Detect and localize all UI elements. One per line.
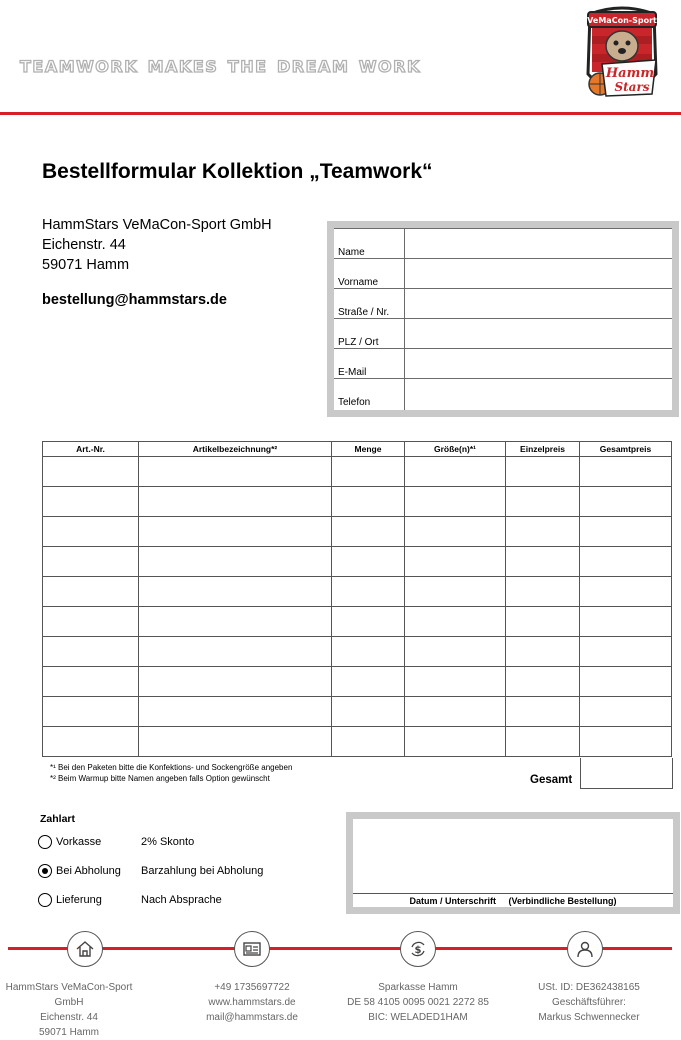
order-cell[interactable] [405, 727, 506, 757]
customer-field-row[interactable] [334, 228, 672, 259]
svg-text:$: $ [414, 945, 422, 956]
order-cell[interactable] [580, 547, 672, 577]
order-cell[interactable] [43, 517, 139, 547]
order-row [43, 637, 672, 667]
order-cell[interactable] [580, 667, 672, 697]
order-cell[interactable] [506, 697, 580, 727]
order-cell[interactable] [506, 727, 580, 757]
customer-field-row[interactable] [334, 318, 672, 349]
payment-option-detail: 2% Skonto [141, 836, 195, 848]
payment-title: Zahlart [40, 813, 76, 825]
order-table-header [43, 442, 672, 457]
order-cell[interactable] [332, 547, 405, 577]
order-cell[interactable] [506, 607, 580, 637]
order-cell[interactable] [139, 697, 332, 727]
payment-option-label: Lieferung [56, 894, 102, 906]
footer-line: Markus Schwennecker [538, 1012, 640, 1023]
footnote-2: *² Beim Warmup bitte Namen angeben falls Option gewünscht [50, 774, 270, 783]
signature-label: Datum / Unterschrift (Verbindliche Bestellung) [409, 896, 617, 906]
order-cell[interactable] [580, 487, 672, 517]
order-row [43, 547, 672, 577]
order-cell[interactable] [139, 457, 332, 487]
order-row [43, 607, 672, 637]
order-cell[interactable] [580, 457, 672, 487]
order-cell[interactable] [580, 697, 672, 727]
customer-field-row[interactable] [334, 288, 672, 319]
order-cell[interactable] [580, 727, 672, 757]
radio-vorkasse[interactable] [38, 835, 52, 849]
footer-line: USt. ID: DE362438165 [538, 982, 640, 993]
order-cell[interactable] [580, 607, 672, 637]
order-cell[interactable] [506, 547, 580, 577]
field-label-email: E-Mail [338, 367, 367, 378]
total-label: Gesamt [530, 774, 573, 786]
signature-line [353, 893, 673, 894]
footer-website[interactable]: www.hammstars.de [208, 997, 296, 1008]
order-cell[interactable] [139, 667, 332, 697]
order-cell[interactable] [332, 607, 405, 637]
header-slogan: teamwork makes the dream work [20, 52, 421, 78]
footer-line: 59071 Hamm [38, 1027, 100, 1038]
order-cell[interactable] [332, 517, 405, 547]
footer-email[interactable]: mail@hammstars.de [206, 1012, 298, 1023]
order-cell[interactable] [506, 487, 580, 517]
order-cell[interactable] [332, 637, 405, 667]
company-city: 59071 Hamm [42, 257, 130, 273]
signature-field[interactable] [353, 819, 673, 907]
order-cell[interactable] [139, 607, 332, 637]
company-name: HammStars VeMaCon-Sport GmbH [42, 217, 272, 233]
order-cell[interactable] [506, 637, 580, 667]
order-cell[interactable] [580, 577, 672, 607]
col-header-menge: Menge [332, 442, 405, 457]
order-row [43, 727, 672, 757]
field-label-name: Name [338, 247, 365, 258]
order-cell[interactable] [332, 577, 405, 607]
footer-contact [182, 980, 322, 1025]
order-cell[interactable] [506, 667, 580, 697]
order-row [43, 487, 672, 517]
col-header-gesamtpreis: Gesamtpreis [580, 442, 672, 457]
field-label-plz-ort: PLZ / Ort [338, 337, 379, 348]
svg-text:VeMaCon-Sport: VeMaCon-Sport [587, 16, 657, 25]
header-divider [0, 112, 681, 115]
company-address [42, 215, 272, 275]
col-header-einzelpreis: Einzelpreis [506, 442, 580, 457]
total-field[interactable] [580, 758, 673, 789]
payment-option-detail: Nach Absprache [141, 894, 222, 906]
order-cell[interactable] [43, 727, 139, 757]
order-cell[interactable] [332, 667, 405, 697]
order-cell[interactable] [405, 577, 506, 607]
footer-phone[interactable]: +49 1735697722 [214, 982, 290, 993]
field-label-vorname: Vorname [338, 277, 379, 288]
footer-bank [338, 980, 498, 1025]
id-card-icon [234, 931, 270, 967]
footer-line: BIC: WELADED1HAM [368, 1012, 468, 1023]
page-title: Bestellformular Kollektion „Teamwork“ [42, 160, 433, 183]
col-header-groesse: Größe(n)*¹ [405, 442, 506, 457]
order-cell[interactable] [405, 667, 506, 697]
order-cell[interactable] [43, 697, 139, 727]
col-header-artikel: Artikelbezeichnung*² [139, 442, 332, 457]
order-table [42, 441, 672, 757]
order-cell[interactable] [43, 607, 139, 637]
footer-line: Eichenstr. 44 [40, 1012, 98, 1023]
order-cell[interactable] [405, 607, 506, 637]
order-cell[interactable] [405, 697, 506, 727]
person-icon [567, 931, 603, 967]
order-cell[interactable] [139, 637, 332, 667]
customer-field-row[interactable] [334, 378, 672, 409]
svg-text:Hamm: Hamm [605, 66, 655, 81]
order-cell[interactable] [506, 457, 580, 487]
customer-field-row[interactable] [334, 258, 672, 289]
order-cell[interactable] [139, 487, 332, 517]
col-header-art-nr: Art.-Nr. [43, 442, 139, 457]
order-cell[interactable] [43, 667, 139, 697]
customer-field-row[interactable] [334, 348, 672, 379]
home-icon [67, 931, 103, 967]
order-cell[interactable] [506, 577, 580, 607]
order-cell[interactable] [139, 547, 332, 577]
order-row [43, 457, 672, 487]
order-cell[interactable] [139, 727, 332, 757]
svg-text:Stars: Stars [614, 80, 650, 94]
order-cell[interactable] [332, 457, 405, 487]
order-cell[interactable] [43, 487, 139, 517]
signature-box [346, 812, 680, 914]
customer-info-box [327, 221, 679, 417]
order-cell[interactable] [405, 637, 506, 667]
order-cell[interactable] [139, 577, 332, 607]
payment-option-detail: Barzahlung bei Abholung [141, 865, 264, 877]
order-cell[interactable] [405, 457, 506, 487]
order-row [43, 577, 672, 607]
order-cell[interactable] [405, 547, 506, 577]
order-cell[interactable] [580, 637, 672, 667]
company-street: Eichenstr. 44 [42, 237, 126, 253]
order-cell[interactable] [43, 577, 139, 607]
footer-company [0, 980, 138, 1040]
order-cell[interactable] [43, 457, 139, 487]
order-cell[interactable] [139, 517, 332, 547]
money-exchange-icon [400, 931, 436, 967]
footer-line: Geschäftsführer: [552, 997, 626, 1008]
field-label-strasse: Straße / Nr. [338, 307, 390, 318]
footer-line: HammStars VeMaCon-Sport GmbH [5, 982, 133, 1008]
order-email[interactable]: bestellung@hammstars.de [42, 292, 227, 308]
order-row [43, 697, 672, 727]
order-cell[interactable] [405, 517, 506, 547]
order-row [43, 517, 672, 547]
order-row [43, 667, 672, 697]
order-cell[interactable] [43, 637, 139, 667]
payment-option-label: Bei Abholung [56, 865, 121, 877]
radio-lieferung[interactable] [38, 893, 52, 907]
order-cell[interactable] [43, 547, 139, 577]
order-cell[interactable] [332, 697, 405, 727]
radio-bei-abholung[interactable] [38, 864, 52, 878]
payment-option-label: Vorkasse [56, 836, 102, 848]
order-cell[interactable] [580, 517, 672, 547]
order-cell[interactable] [332, 487, 405, 517]
field-label-telefon: Telefon [338, 397, 371, 408]
footer-line: Sparkasse Hamm [378, 982, 458, 993]
footnote-1: *¹ Bei den Paketen bitte die Konfektions- und Sockengröße angeben [50, 763, 293, 772]
hammstars-logo [582, 4, 662, 108]
order-cell[interactable] [506, 517, 580, 547]
order-cell[interactable] [332, 727, 405, 757]
order-cell[interactable] [405, 487, 506, 517]
footer-line: DE 58 4105 0095 0021 2272 85 [347, 997, 489, 1008]
footer-legal [519, 980, 659, 1025]
